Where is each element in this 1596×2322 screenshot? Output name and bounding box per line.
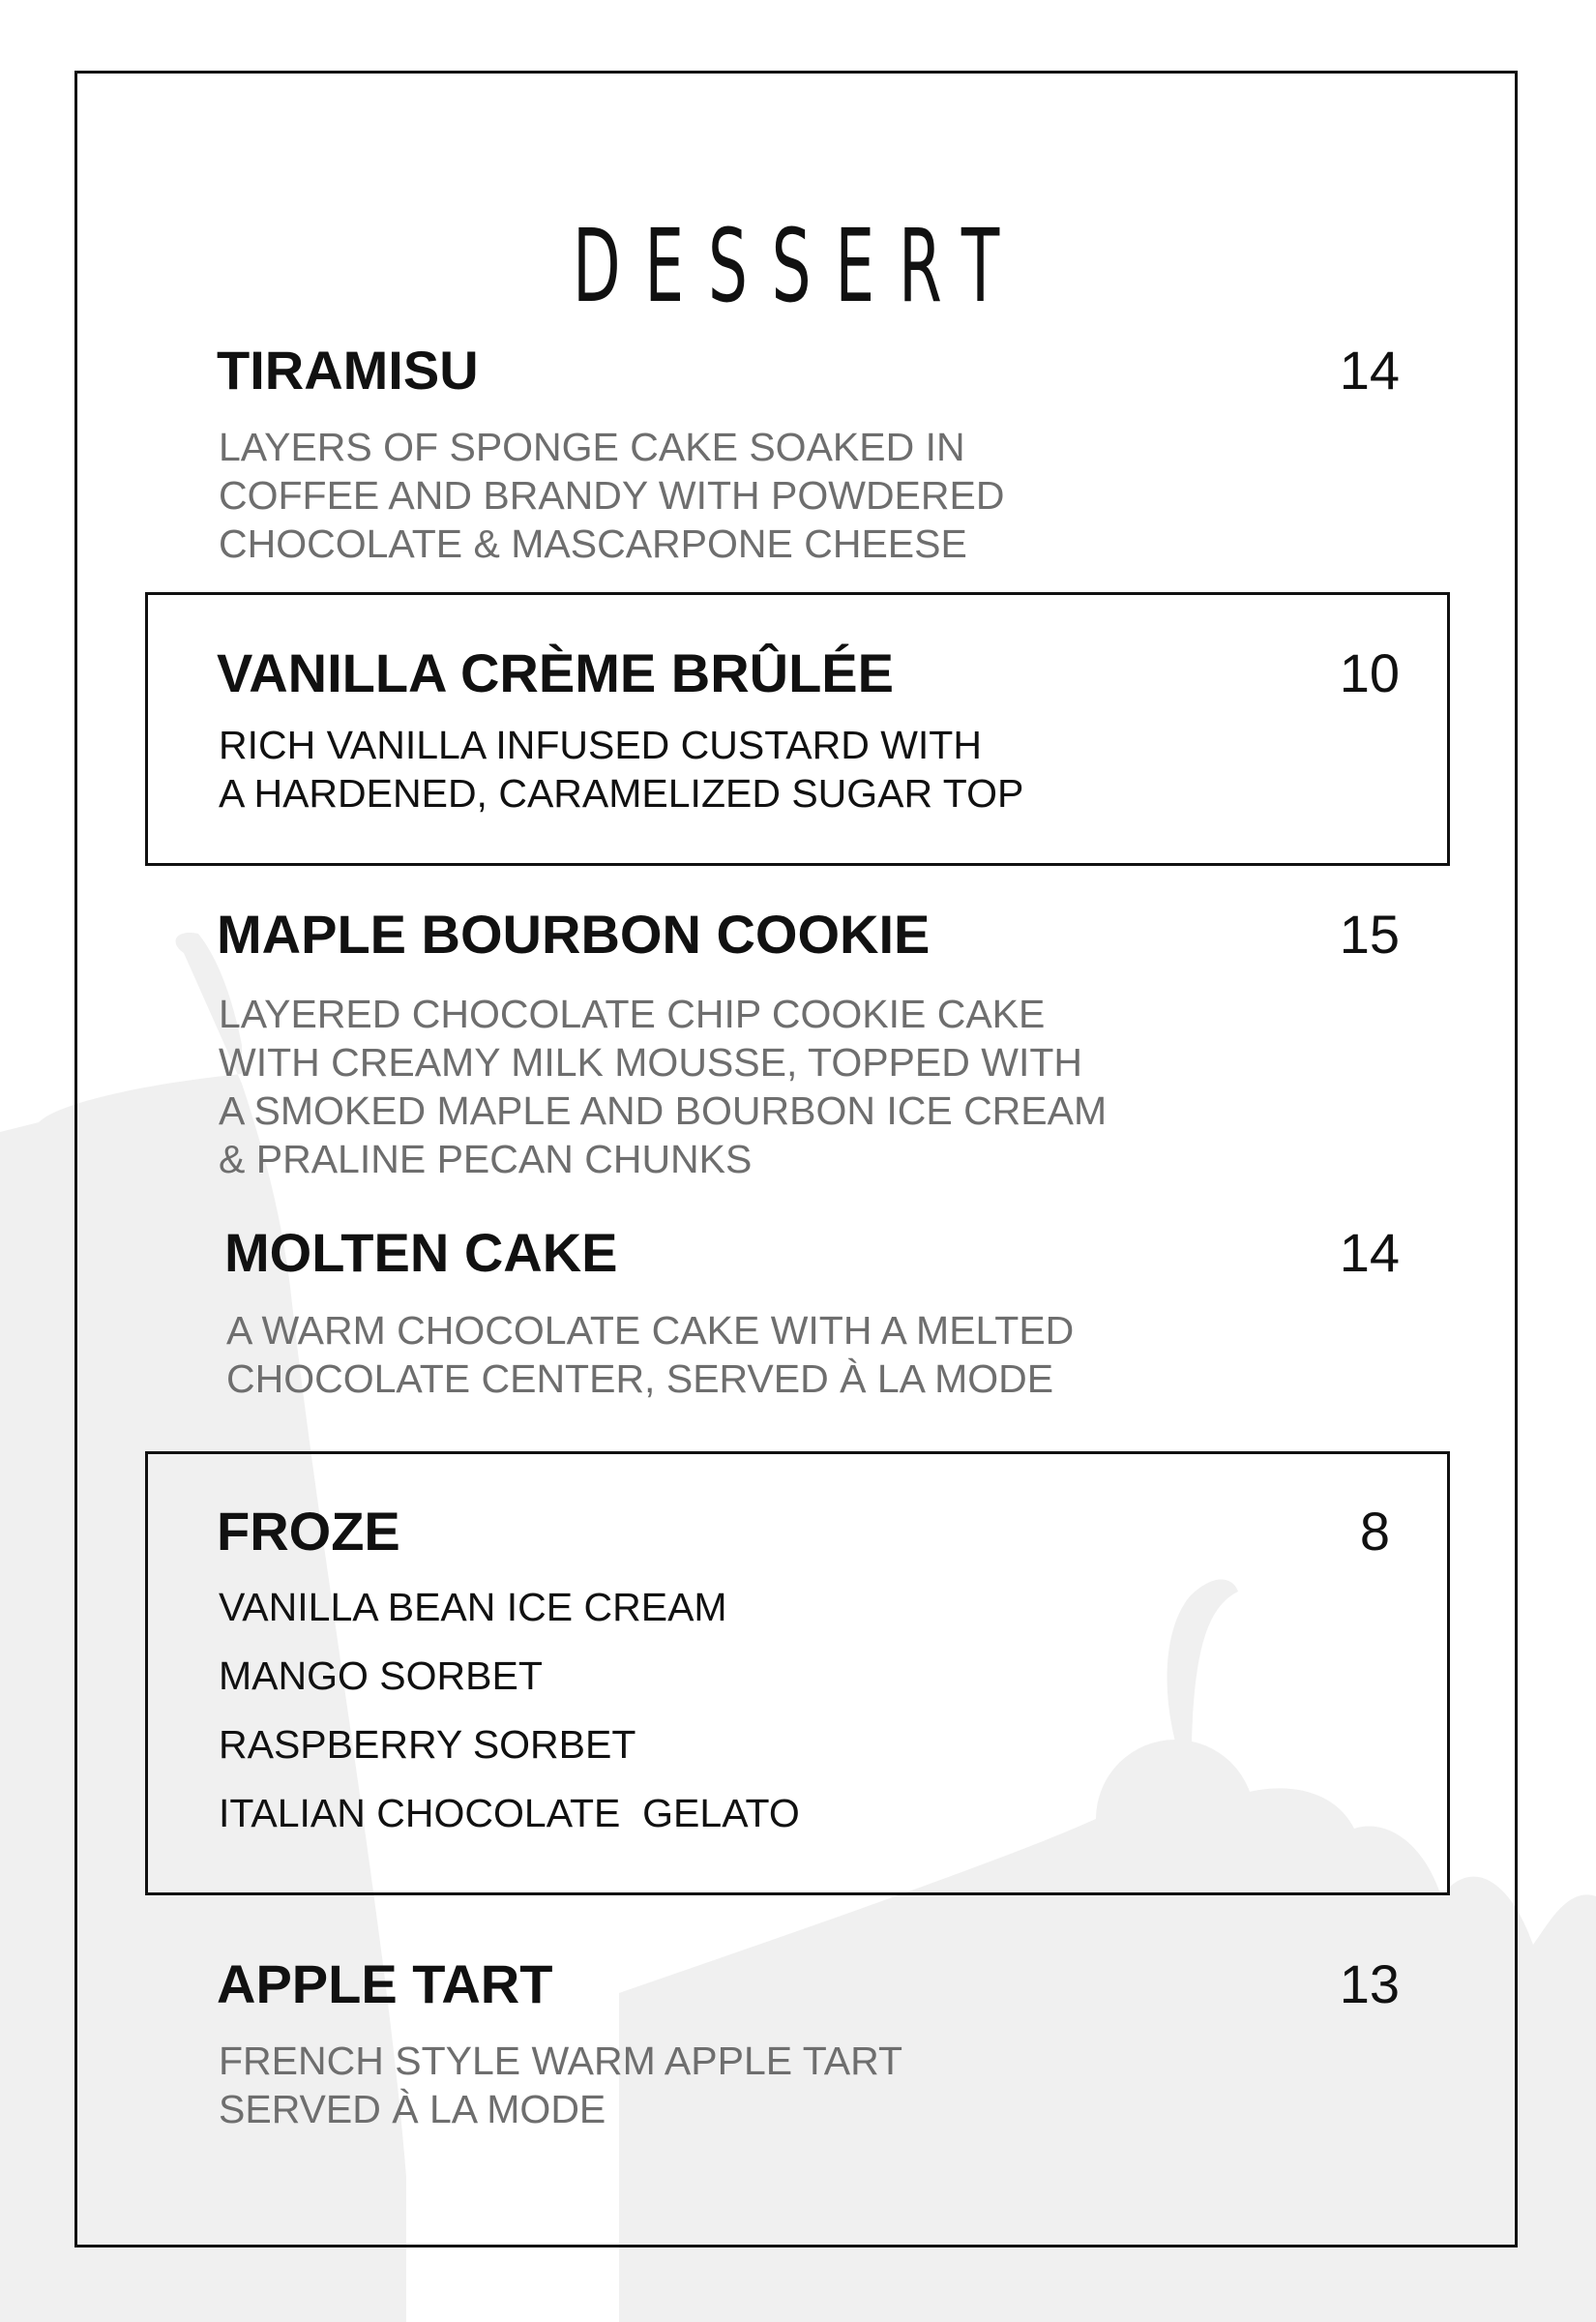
item-price: 13 (1339, 1953, 1400, 2014)
flavor-vanilla-bean: VANILLA BEAN ICE CREAM (219, 1585, 727, 1629)
flavor-mango-sorbet: MANGO SORBET (219, 1653, 543, 1698)
flavor-raspberry-sorbet: RASPBERRY SORBET (219, 1722, 636, 1767)
item-name: APPLE TART (217, 1953, 553, 2014)
item-price: 14 (1339, 1222, 1400, 1283)
item-name: TIRAMISU (217, 340, 479, 401)
item-price: 10 (1339, 642, 1400, 703)
item-description: FRENCH STYLE WARM APPLE TART SERVED À LA MODE (219, 2039, 903, 2131)
item-description: A WARM CHOCOLATE CAKE WITH A MELTED CHOCOLATE CENTER, SERVED À LA MODE (226, 1308, 1075, 1401)
item-price: 14 (1339, 340, 1400, 401)
item-name: MOLTEN CAKE (224, 1222, 618, 1283)
item-price: 15 (1339, 904, 1400, 965)
item-description: RICH VANILLA INFUSED CUSTARD WITH A HARDENED, CARAMELIZED SUGAR TOP (219, 723, 1024, 816)
item-name: VANILLA CRÈME BRÛLÉE (217, 642, 894, 703)
item-name: FROZE (217, 1501, 400, 1562)
menu-title: DESSERT (572, 206, 1024, 325)
item-name: MAPLE BOURBON COOKIE (217, 904, 931, 965)
item-price: 8 (1359, 1501, 1390, 1562)
item-description: LAYERS OF SPONGE CAKE SOAKED IN COFFEE AND BRANDY WITH POWDERED CHOCOLATE & MASCARPONE CHEESE (219, 425, 1005, 566)
flavor-italian-chocolate-gelato: ITALIAN CHOCOLATE GELATO (219, 1791, 800, 1835)
item-description: LAYERED CHOCOLATE CHIP COOKIE CAKE WITH CREAMY MILK MOUSSE, TOPPED WITH A SMOKED MAPLE AND BOURBON ICE CREAM & PRALINE PECAN CHUNKS (219, 992, 1108, 1181)
